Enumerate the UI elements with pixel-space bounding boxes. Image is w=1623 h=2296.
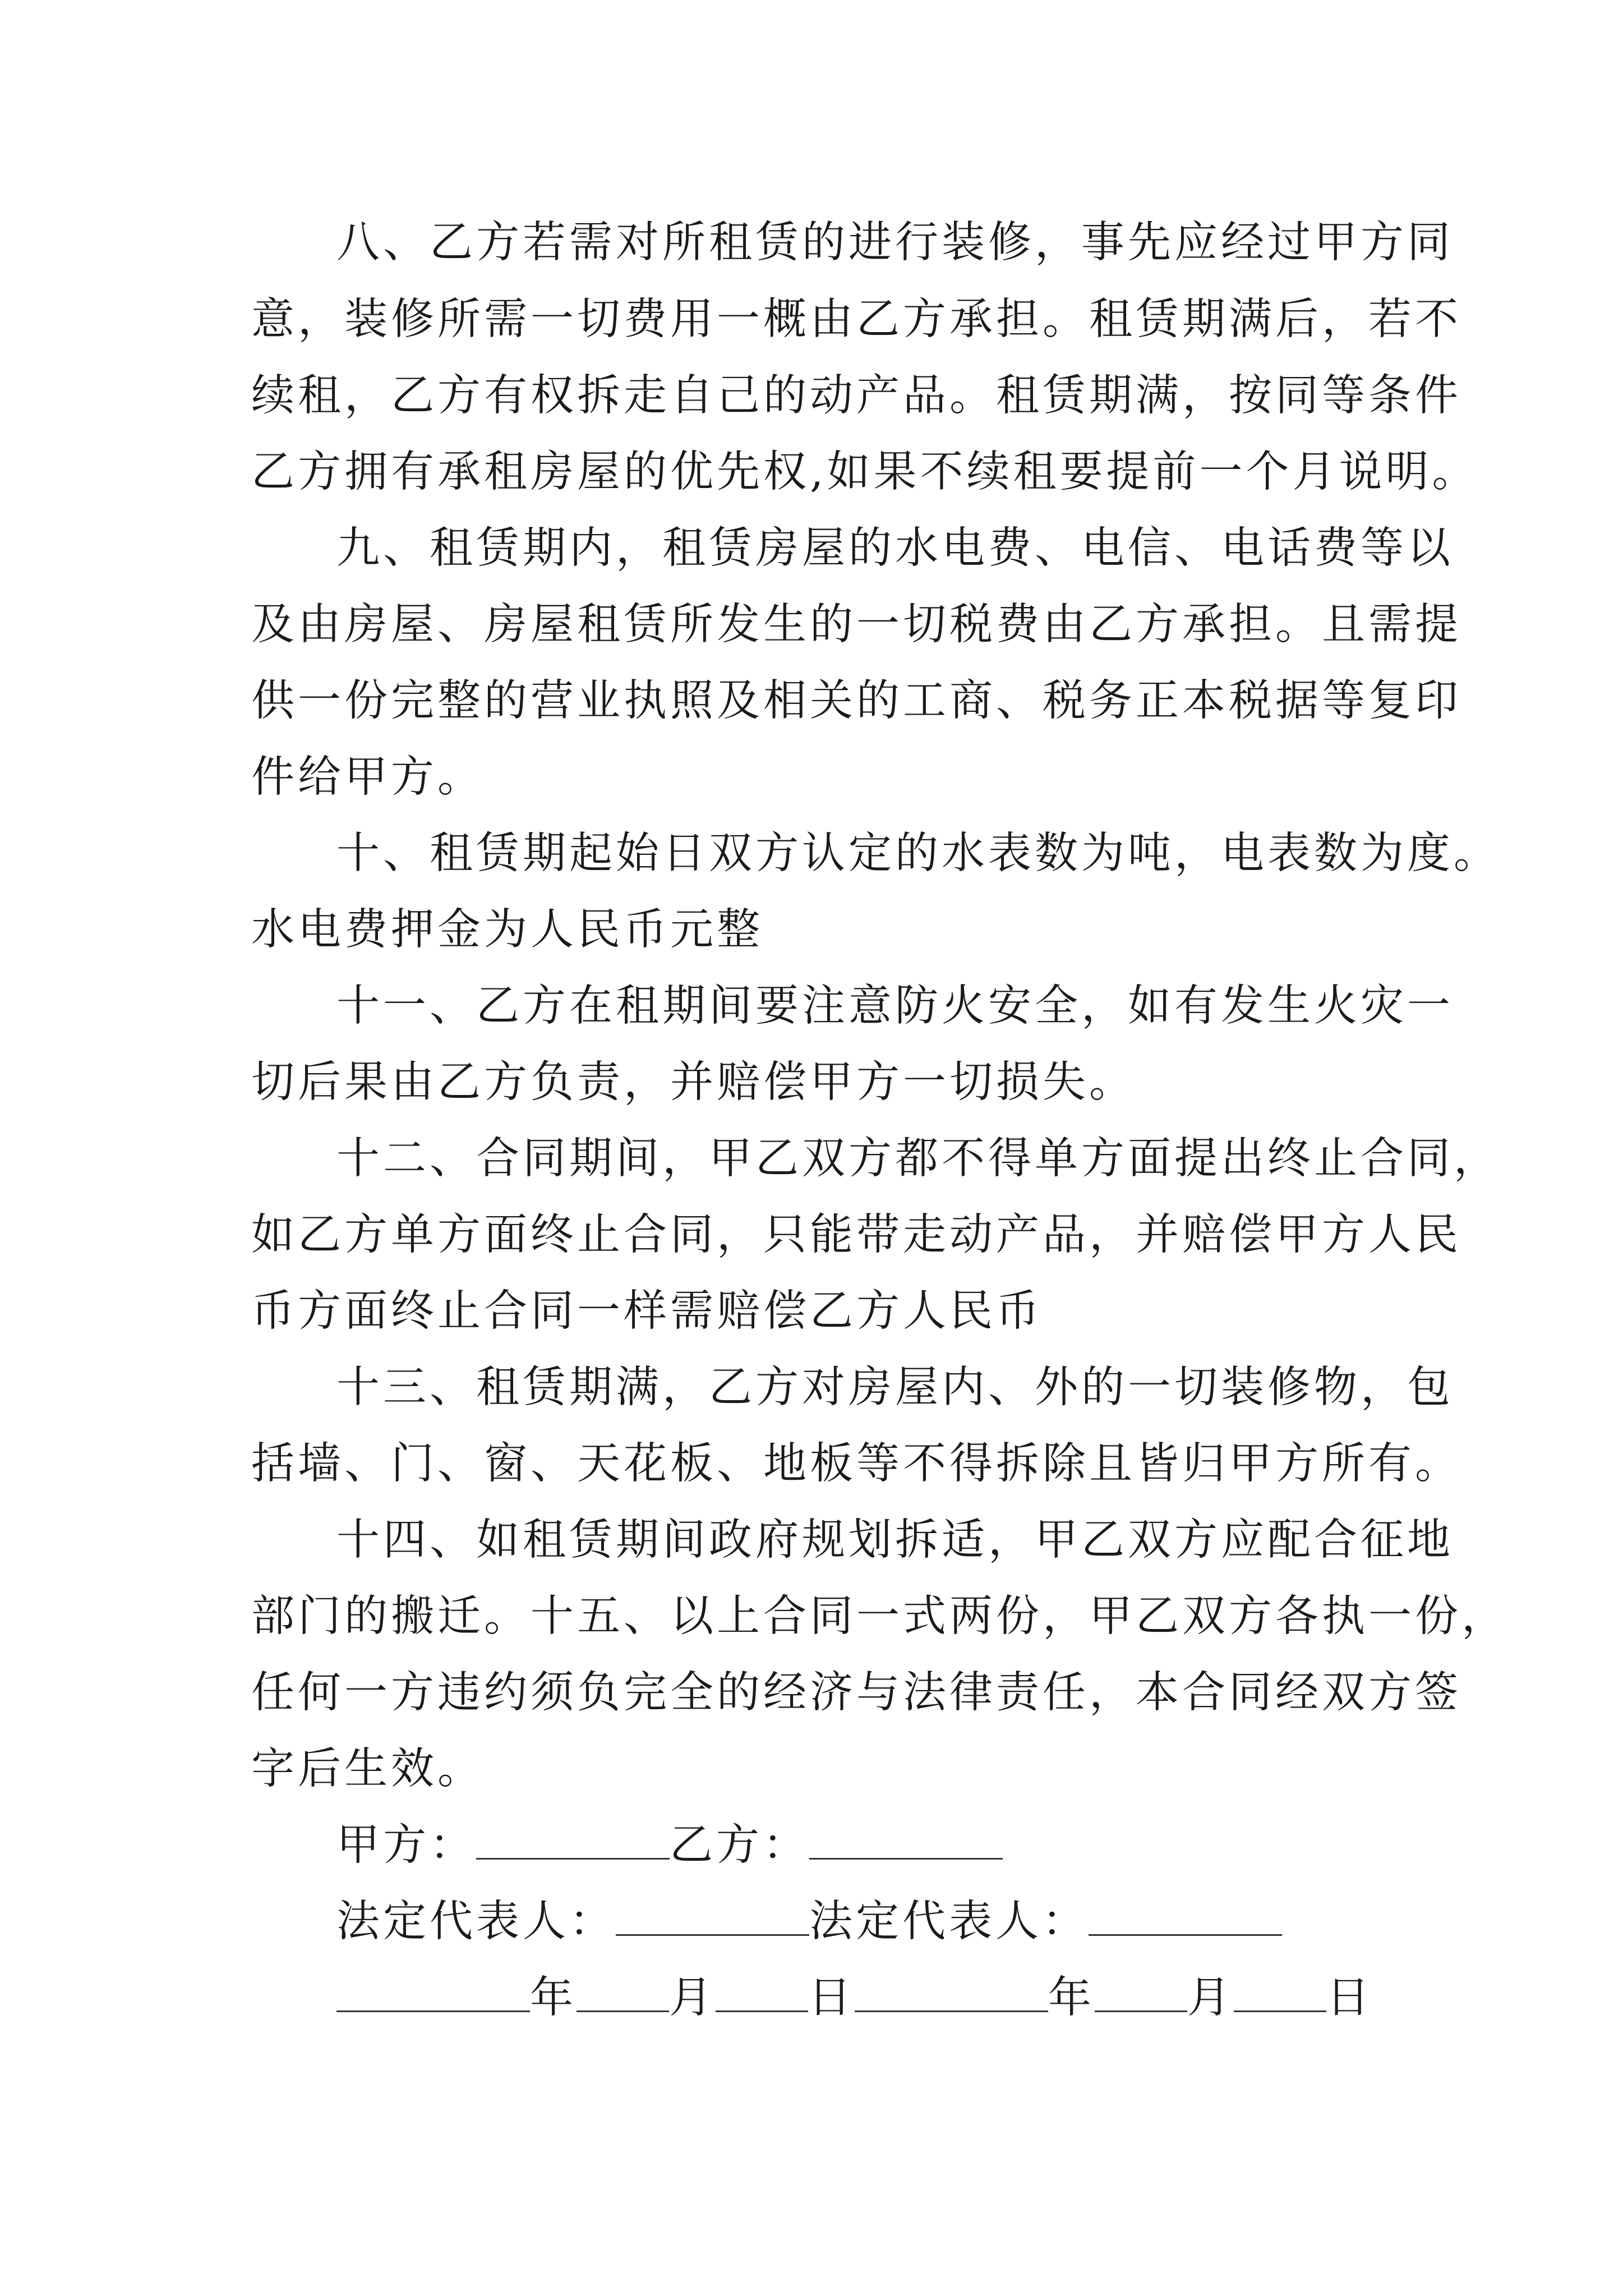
date-b-day-label: 日 bbox=[1326, 1973, 1373, 2023]
clause-8-line-3: 续租，乙方有权拆走自己的动产品。租赁期满，按同等条件 bbox=[251, 371, 1461, 421]
clause-13-line-2: 括墙、门、窗、天花板、地板等不得拆除且皆归甲方所有。 bbox=[251, 1439, 1461, 1489]
clause-8-line-4: 乙方拥有承租房屋的优先权,如果不续租要提前一个月说明。 bbox=[251, 447, 1479, 497]
party-b-blank bbox=[809, 1821, 1003, 1860]
party-b-label: 乙方： bbox=[670, 1820, 809, 1870]
clause-9-line-2: 及由房屋、房屋租赁所发生的一切税费由乙方承担。且需提 bbox=[251, 600, 1461, 650]
clause-9-line-4: 件给甲方。 bbox=[251, 752, 484, 802]
clause-11-line-1: 十一、乙方在租期间要注意防火安全，如有发生火灾一 bbox=[336, 981, 1454, 1031]
clause-14-line-3: 任何一方违约须负完全的经济与法律责任，本合同经双方签 bbox=[251, 1668, 1461, 1718]
signature-representatives-row bbox=[336, 1894, 1282, 1950]
signature-dates-row bbox=[336, 1970, 1373, 2026]
date-a-month-blank bbox=[577, 1973, 669, 2012]
date-a-year-blank bbox=[336, 1973, 530, 2012]
rep-b-label: 法定代表人： bbox=[809, 1897, 1089, 1947]
clause-12-line-3: 币方面终止合同一样需赔偿乙方人民币 bbox=[251, 1286, 1043, 1336]
rep-a-blank bbox=[616, 1897, 809, 1936]
clause-12-line-2: 如乙方单方面终止合同，只能带走动产品，并赔偿甲方人民 bbox=[251, 1210, 1461, 1260]
date-b-year-blank bbox=[855, 1973, 1048, 2012]
clause-14-line-1: 十四、如租赁期间政府规划拆适，甲乙双方应配合征地 bbox=[336, 1515, 1454, 1565]
clause-13-line-1: 十三、租赁期满，乙方对房屋内、外的一切装修物，包 bbox=[336, 1363, 1454, 1412]
clause-11-line-2: 切后果由乙方负责，并赔偿甲方一切损失。 bbox=[251, 1057, 1136, 1107]
rep-b-blank bbox=[1089, 1897, 1282, 1936]
clause-10-line-2: 水电费押金为人民币元整 bbox=[251, 905, 763, 955]
date-b-year-label: 年 bbox=[1048, 1973, 1095, 2023]
date-a-month-label: 月 bbox=[669, 1973, 716, 2023]
date-b-month-label: 月 bbox=[1187, 1973, 1234, 2023]
rep-a-label: 法定代表人： bbox=[336, 1897, 616, 1947]
clause-8-line-2: 意，装修所需一切费用一概由乙方承担。租赁期满后，若不 bbox=[251, 295, 1461, 344]
clause-8-line-1: 八、乙方若需对所租赁的进行装修，事先应经过甲方同 bbox=[336, 218, 1454, 268]
clause-10-line-1: 十、租赁期起始日双方认定的水表数为吨，电表数为度。 bbox=[336, 829, 1500, 878]
party-a-label: 甲方： bbox=[336, 1820, 476, 1870]
clause-14-line-4: 字后生效。 bbox=[251, 1744, 484, 1794]
date-b-day-blank bbox=[1234, 1973, 1326, 2012]
date-b-month-blank bbox=[1095, 1973, 1187, 2012]
clause-9-line-1: 九、租赁期内，租赁房屋的水电费、电信、电话费等以 bbox=[336, 523, 1454, 573]
signature-parties-row bbox=[336, 1818, 1003, 1874]
date-a-day-blank bbox=[716, 1973, 808, 2012]
date-a-year-label: 年 bbox=[530, 1973, 577, 2023]
clause-12-line-1: 十二、合同期间，甲乙双方都不得单方面提出终止合同， bbox=[336, 1134, 1500, 1184]
date-a-day-label: 日 bbox=[808, 1973, 855, 2023]
clause-14-line-2: 部门的搬迁。十五、以上合同一式两份，甲乙双方各执一份， bbox=[251, 1591, 1508, 1641]
clause-9-line-3: 供一份完整的营业执照及相关的工商、税务正本税据等复印 bbox=[251, 676, 1461, 726]
party-a-blank bbox=[476, 1821, 670, 1860]
